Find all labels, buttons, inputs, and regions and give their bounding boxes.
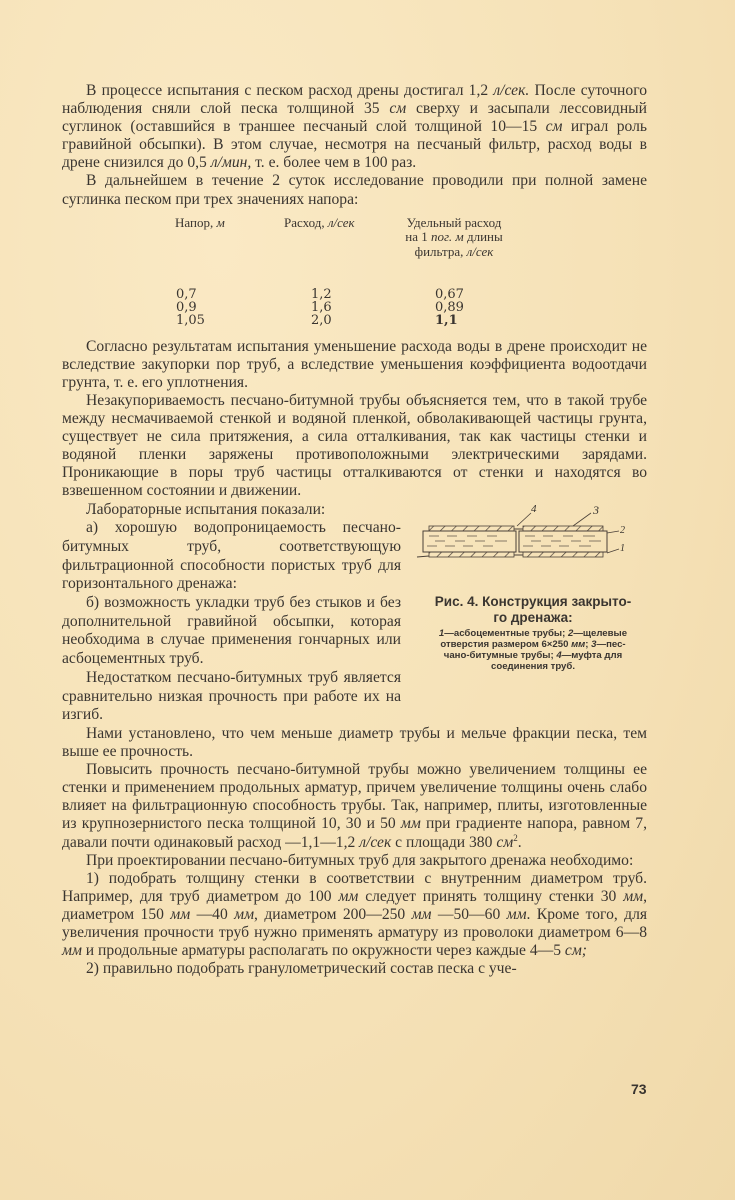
paragraph-2: В дальнейшем в течение 2 суток исследование проводили при полной замене суглинка песком при трех значениях напора:: [62, 172, 647, 208]
paragraph-12: 1) подобрать толщину стенки в соответствии с внутренним диаметром труб. Например, для труб диаметром до 100 мм следует принять толщину стенки 30 мм, диаметром 150 мм —40 мм, диаметром 200—250 мм —50—60 мм. Кроме того, для увеличения прочности труб нужно применять арматуру из проволоки диаметром 6—8 мм и продольные арматуры располагать по окружности через каждые 4—5 см;: [62, 869, 648, 960]
table-cell: 2,0: [311, 312, 332, 328]
paragraph-9: Нами установлено, что чем меньше диаметр трубы и мельче фракции песка, тем выше ее прочность.: [62, 724, 647, 761]
drainage-construction-diagram: [413, 501, 653, 561]
data-table: [62, 216, 647, 338]
paragraph-13: 2) правильно подобрать гранулометрический состав песка с уче-: [86, 960, 517, 978]
paragraph-7: б) возможность укладки труб без стыков и без дополнительной гравийной обсыпки, которая необходима в случае применения гончарных или асбоцементных труб.: [62, 594, 401, 668]
figure-4: [413, 501, 653, 672]
table-cell: 0,89: [435, 299, 464, 315]
figure-caption-title: Рис. 4. Конструкция закрыто- го дренажа:: [434, 593, 632, 625]
page-number: 73: [631, 1081, 647, 1097]
paragraph-11: При проектировании песчано-битумных труб для закрытого дренажа необходимо:: [86, 851, 634, 869]
svg-text:1: 1: [620, 542, 625, 554]
paragraph-1: В процессе испытания с песком расход дрены достигал 1,2 л/сек. После суточного наблюдения сняли слой песка толщиной 35 см сверху и засыпали лессовидный суглинок (оставшийся в траншее песчаный слой толщиной 10—15 см играл роль гравийной обсыпки). В этом случае, несмотря на песчаный фильтр, расход воды в дрене снизился до 0,5 л/мин, т. е. более чем в 100 раз.: [62, 82, 647, 172]
table-cell: 0,9: [176, 299, 197, 315]
figure-caption-legend: 1—асбоцементные трубы; 2—щелевые отверстия размером 6×250 мм; 3—пес- чано-битумные трубы; 4—муфта для соединения труб.: [438, 627, 628, 672]
table-cell: 0,67: [435, 286, 464, 302]
svg-text:2: 2: [620, 524, 625, 536]
paragraph-4: Незакупориваемость песчано-битумной трубы объясняется тем, что в такой трубе между несмачиваемой стенкой и водяной пленкой, обволакивающей частицы грунта, существует не сила притяжения, а сила отталкивания, так как частицы стенки и водяной пленки заряжены противоположными электрическими зарядами. Проникающие в поры труб частицы отталкиваются от стенки и находятся во взвешенном состоянии и движении.: [62, 391, 647, 500]
table-cell: 1,1: [435, 312, 458, 328]
table-header-flow: Расход, л/сек: [284, 214, 355, 230]
text-with-figure: [62, 501, 647, 725]
paragraph-5: Лабораторные испытания показали:: [86, 500, 326, 518]
svg-text:3: 3: [593, 502, 599, 517]
table-cell: 1,2: [311, 286, 332, 302]
table-header-specific-flow: Удельный расход на 1 пог. м длины фильтра, л/сек: [405, 214, 503, 259]
table-cell: 1,05: [176, 312, 205, 328]
paragraph-8: Недостатком песчано-битумных труб является сравнительно низкая прочность при работе их на изгиб.: [62, 668, 401, 724]
left-column: [62, 501, 401, 725]
table-cell: 0,7: [176, 286, 197, 302]
page-content: [62, 82, 647, 978]
paragraph-10: Повысить прочность песчано-битумной трубы можно увеличением толщины ее стенки и применением продольных арматур, причем увеличение толщины очень слабо влияет на фильтрационную способность трубы. Так, например, плиты, изготовленные из крупнозернистого песка толщиной 10, 30 и 50 мм при градиенте напора, равном 7, давали почти одинаковый расход —1,1—1,2 л/сек с площади 380 $см^2$.: [62, 761, 648, 851]
paragraph-6: а) хорошую водопроницаемость песчано-битумных труб, соответствующую фильтрационной способности пористых труб для горизонтального дренажа:: [62, 519, 401, 593]
svg-text:4: 4: [531, 502, 537, 515]
paragraph-3: Согласно результатам испытания уменьшение расхода воды в дрене происходит не вследствие закупорки пор труб, а вследствие уменьшения коэффициента водоотдачи грунта, т. е. его уплотнения.: [62, 337, 647, 391]
table-cell: 1,6: [311, 299, 332, 315]
table-header-head: Напор, м: [175, 214, 225, 230]
